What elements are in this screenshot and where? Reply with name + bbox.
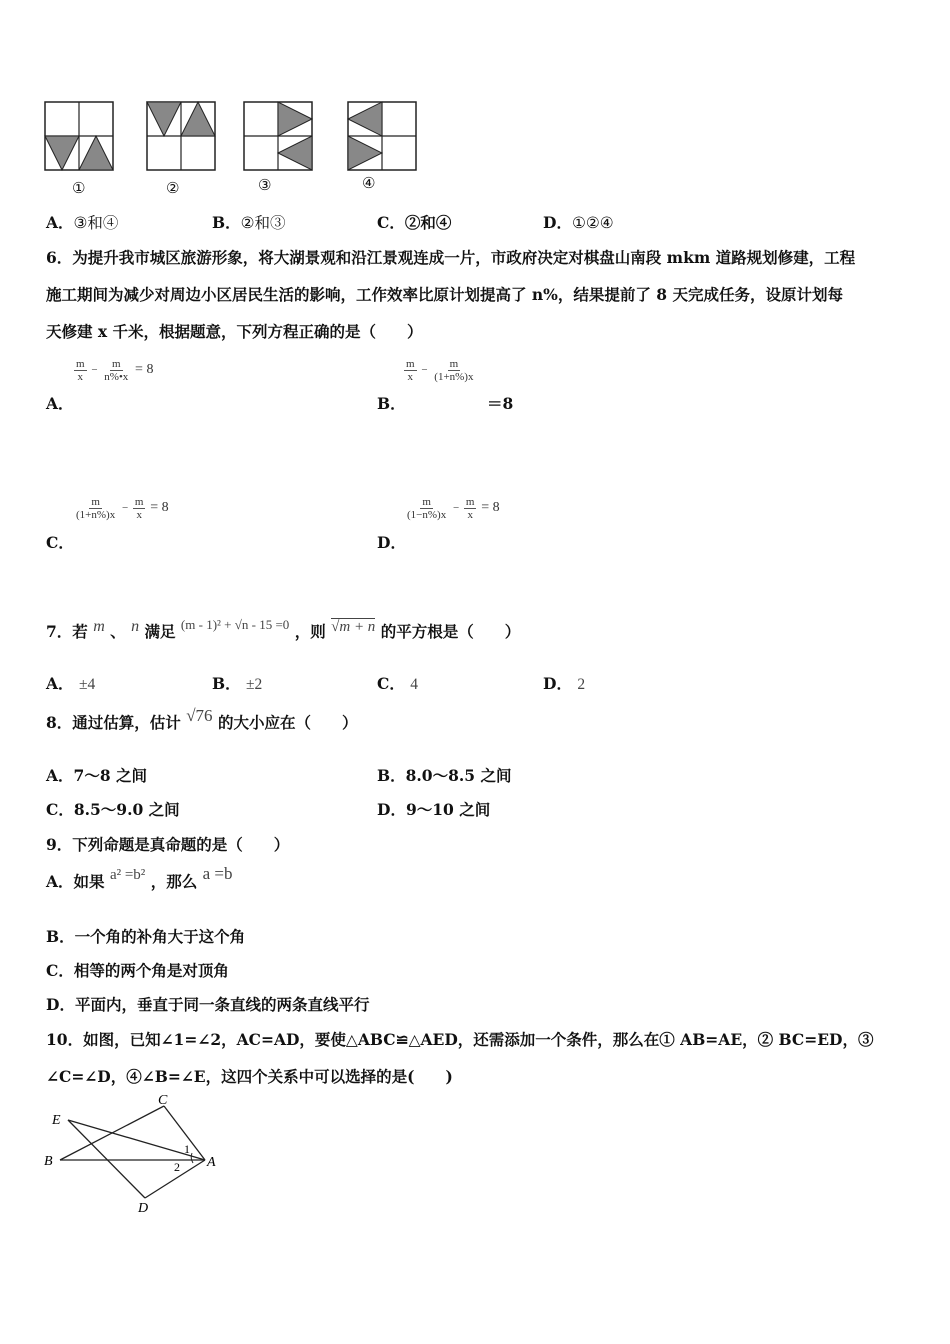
- q6-stem-line-2: 施工期间为减少对周边小区居民生活的影响，工作效率比原计划提高了 n%，结果提前了 8 天完成任务，设原计划每: [46, 285, 843, 304]
- q6-stem-line-3: 天修建 x 千米，根据题意，下列方程正确的是（ ）: [46, 322, 423, 341]
- q7-option-d: D． 2: [543, 674, 586, 693]
- figure-label-3: ③: [258, 176, 272, 194]
- q5-option-a: A．③和④: [46, 213, 119, 232]
- q6-option-c-letter: C．: [46, 533, 74, 552]
- q6-option-a-letter: A．: [46, 394, 74, 413]
- q9-stem: 9．下列命题是真命题的是（ ）: [46, 835, 290, 854]
- q7-option-a: A． ±4: [46, 674, 96, 693]
- q5-option-b: B．②和③: [212, 213, 286, 232]
- q5-option-c: C．②和④: [377, 213, 452, 232]
- q8-option-a: A．7～8 之间: [46, 766, 147, 785]
- triangle-figure: [40, 1092, 230, 1217]
- figure-label-2: ②: [166, 179, 180, 197]
- q6-option-d-equation: $\frac{m}{(1-n\%)x}$ − $\frac{m}{x}$ = 8: [407, 496, 500, 521]
- figure-label-4: ④: [362, 174, 376, 192]
- q10-stem-line-1: 10．如图，已知∠1=∠2，AC=AD，要使△ABC≌△AED，还需添加一个条件，那么在① AB=AE，② BC=ED，③: [46, 1030, 874, 1049]
- grid-figures: [40, 95, 460, 205]
- q6-option-c-equation: $\frac{m}{(1+n\%)x}$ − $\frac{m}{x}$ = 8: [76, 496, 169, 521]
- q8-stem: 8．通过估算，估计 √76 的大小应在（ ）: [46, 706, 358, 732]
- label-A: A: [207, 1155, 216, 1170]
- angle-label-1: 1: [184, 1142, 190, 1156]
- q7-option-b: B． ±2: [212, 674, 263, 693]
- q9-option-c: C．相等的两个角是对顶角: [46, 961, 229, 980]
- q9-option-b: B．一个角的补角大于这个角: [46, 927, 246, 946]
- q8-option-b: B．8.0～8.5 之间: [377, 766, 512, 785]
- q6-stem-line-1: 6．为提升我市城区旅游形象，将大湖景观和沿江景观连成一片，市政府决定对棋盘山南段 mkm 道路规划修建，工程: [46, 248, 856, 267]
- grid-figure-1: [45, 102, 113, 170]
- q6-option-b-equation: $\frac{m}{x}$ − $\frac{m}{(1+n\%)x}$: [406, 358, 474, 383]
- q6-option-b-letter: B．: [377, 394, 406, 413]
- label-D: D: [138, 1201, 149, 1216]
- angle-label-2: 2: [174, 1160, 180, 1174]
- q8-option-d: D．9～10 之间: [377, 800, 491, 819]
- q6-option-a-equation: $\frac{m}{x}$ − $\frac{m}{n\%•x}$ = 8: [76, 358, 154, 383]
- q6-option-d-letter: D．: [377, 533, 406, 552]
- q8-option-c: C．8.5～9.0 之间: [46, 800, 180, 819]
- q9-option-d: D．平面内，垂直于同一条直线的两条直线平行: [46, 995, 370, 1014]
- q7-stem: 7．若 m 、 n 满足 $^{(m - 1)^2 + √n - 15 =0}$ ，则 √m + n 的平方根是（ ）: [46, 617, 521, 641]
- q5-option-d: D．①②④: [543, 213, 614, 232]
- q7-option-c: C． 4: [377, 674, 418, 693]
- figure-label-1: ①: [72, 179, 86, 197]
- grid-figure-2: [147, 102, 215, 170]
- grid-figure-4: [348, 102, 416, 170]
- label-E: E: [52, 1113, 61, 1128]
- q9-option-a: A．如果 a² =b² ，那么 a =b: [46, 864, 233, 891]
- q10-stem-line-2: ∠C=∠D，④∠B=∠E，这四个关系中可以选择的是( ): [46, 1067, 453, 1086]
- label-B: B: [44, 1154, 53, 1169]
- label-C: C: [158, 1093, 168, 1108]
- q6-option-b-equals: ＝8: [487, 394, 514, 413]
- grid-figure-3: [244, 102, 312, 170]
